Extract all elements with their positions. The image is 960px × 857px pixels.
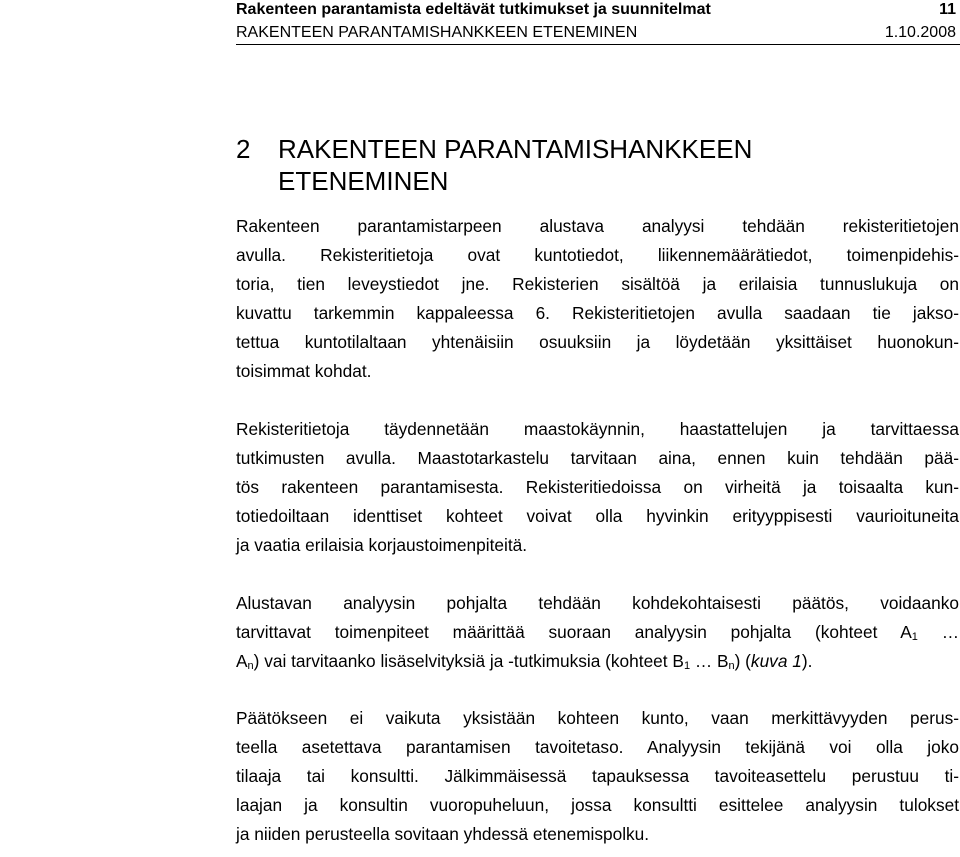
line-text: ) vai tarvitaanko lisäselvityksiä ja -tutkimuksia (kohteet B	[253, 651, 684, 671]
header-divider	[236, 44, 960, 45]
document-date: 1.10.2008	[884, 24, 956, 41]
paragraph-line: tilaaja tai konsultti. Jälkimmäisessä tapauksessa tavoiteasettelu perustuu ti-	[236, 766, 959, 786]
paragraph-line: kuvattu tarkemmin kappaleessa 6. Rekisteritietojen avulla saadaan tie jakso-	[236, 303, 959, 323]
subscript: 1	[683, 660, 691, 672]
chapter-number: 2	[236, 134, 251, 164]
chapter-heading	[236, 133, 936, 197]
figure-reference: kuva 1	[750, 651, 802, 671]
paragraph-line: laajan ja konsultin vuoropuheluun, jossa konsultti esittelee analyysin tulokset	[236, 795, 959, 815]
paragraph-line: Päätökseen ei vaikuta yksistään kohteen kunto, vaan merkittävyyden perus-	[236, 708, 959, 728]
paragraph-spacer	[236, 560, 959, 589]
paragraph-2	[236, 415, 959, 560]
paragraph-line: ja vaatia erilaisia korjaustoimenpiteitä.	[236, 535, 528, 555]
paragraph-spacer	[236, 386, 959, 415]
paragraph-line: totiedoiltaan identtiset kohteet voivat olla hyvinkin erityyppisesti vaurioituneita	[236, 506, 959, 526]
paragraph-line: teella asetettava parantamisen tavoitetaso. Analyysin tekijänä voi olla joko	[236, 737, 959, 757]
paragraph-1	[236, 212, 959, 386]
subscript: 1	[911, 631, 918, 643]
page-header	[236, 0, 956, 43]
document-title: Rakenteen parantamista edeltävät tutkimukset ja suunnitelmat	[236, 1, 711, 18]
chapter-title-line2: ETENEMINEN	[278, 166, 449, 196]
subscript: n	[247, 660, 254, 672]
section-title: RAKENTEEN PARANTAMISHANKKEEN ETENEMINEN	[236, 24, 638, 41]
paragraph-line: toria, tien leveystiedot jne. Rekisterien sisältöä ja erilaisia tunnuslukuja on	[236, 274, 959, 294]
line-text: …	[917, 622, 959, 642]
page-number: 11	[939, 1, 956, 18]
paragraph-3	[236, 589, 959, 676]
paragraph-line: ja niiden perusteella sovitaan yhdessä etenemispolku.	[236, 824, 650, 844]
line-text: ) (	[734, 651, 751, 671]
paragraph-line: toisimmat kohdat.	[236, 361, 372, 381]
paragraph-spacer	[236, 676, 959, 704]
paragraph-line	[236, 647, 959, 676]
paragraph-line: Rekisteritietoja täydennetään maastokäynnin, haastattelujen ja tarvittaessa	[236, 419, 959, 439]
paragraph-line: Rakenteen parantamistarpeen alustava analyysi tehdään rekisteritietojen	[236, 216, 959, 236]
subscript: n	[728, 660, 735, 672]
chapter-heading-line1	[236, 133, 936, 165]
body-text	[236, 212, 959, 849]
line-text: … B	[690, 651, 729, 671]
chapter-title-line1: RAKENTEEN PARANTAMISHANKKEEN	[278, 134, 753, 164]
paragraph-line: Alustavan analyysin pohjalta tehdään kohdekohtaisesti päätös, voidaanko	[236, 593, 959, 613]
line-text: tarvittavat toimenpiteet määrittää suoraan analyysin pohjalta (kohteet A	[236, 622, 912, 642]
paragraph-line: tös rakenteen parantamisesta. Rekisteritiedoissa on virheitä ja toisaalta kun-	[236, 477, 959, 497]
paragraph-line: tettua kuntotilaltaan yhtenäisiin osuuksiin ja löydetään yksittäiset huonokun-	[236, 332, 959, 352]
line-text: A	[236, 651, 248, 671]
header-row-bottom	[236, 23, 956, 43]
paragraph-4	[236, 704, 959, 849]
line-text: ).	[801, 651, 813, 671]
paragraph-line	[236, 618, 959, 647]
paragraph-line: avulla. Rekisteritietoja ovat kuntotiedot, liikennemäärätiedot, toimenpidehis-	[236, 245, 959, 265]
header-row-top	[236, 0, 956, 20]
paragraph-line: tutkimusten avulla. Maastotarkastelu tarvitaan aina, ennen kuin tehdään pää-	[236, 448, 959, 468]
